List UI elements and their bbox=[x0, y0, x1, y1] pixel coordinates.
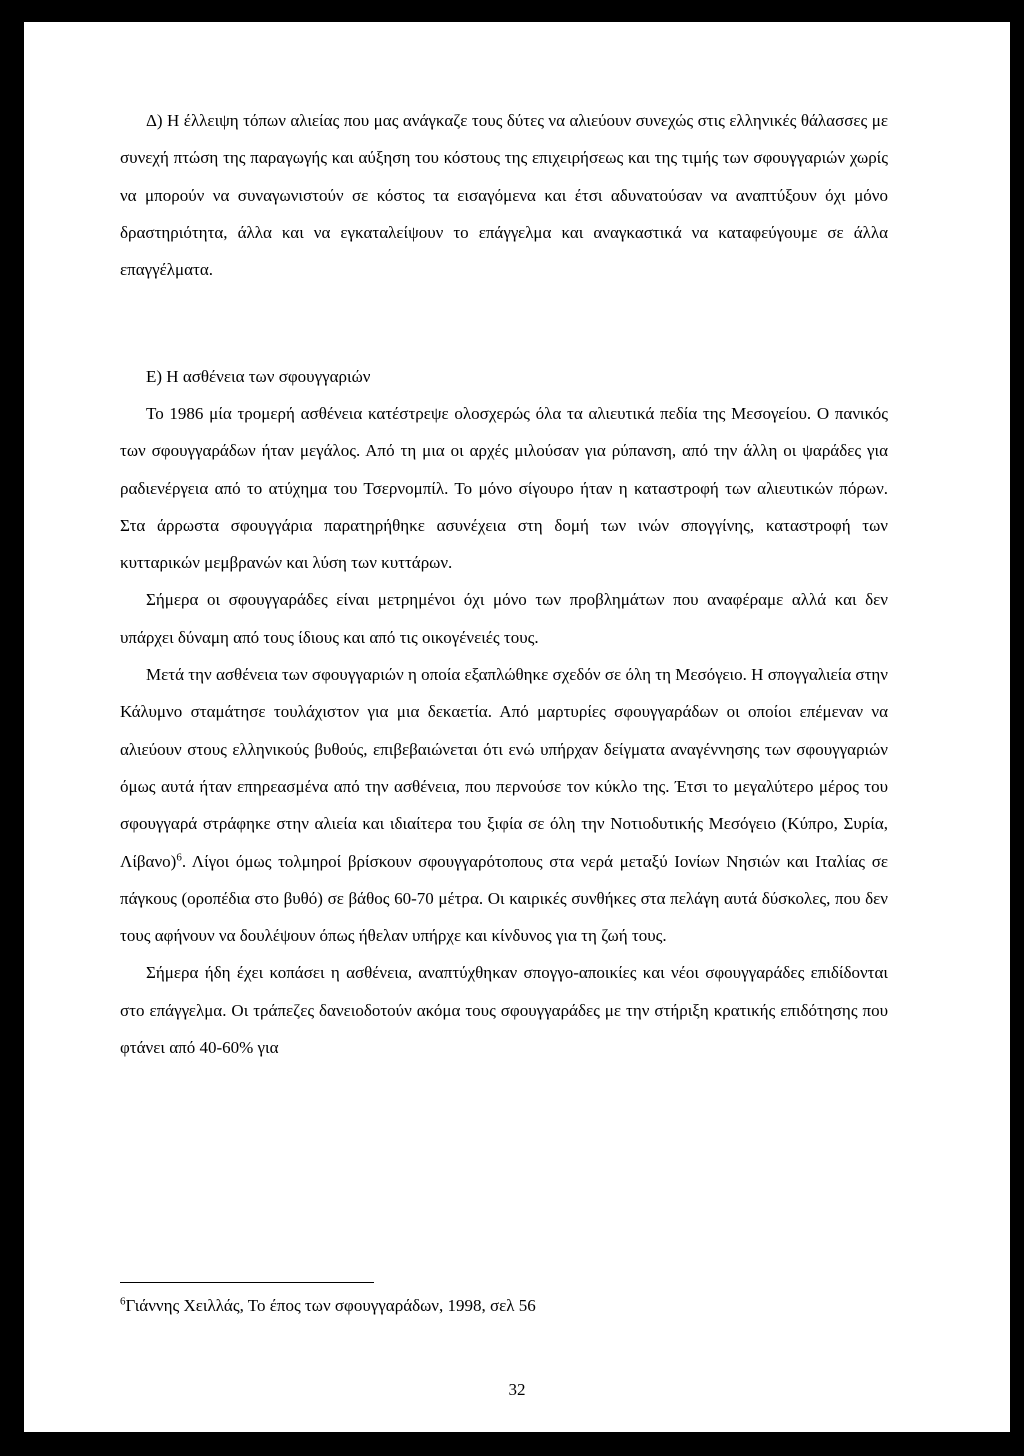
section-e-heading: Ε) Η ασθένεια των σφουγγαριών bbox=[146, 367, 371, 386]
paragraph-e-3-part2: . Λίγοι όμως τολμηροί βρίσκουν σφουγγαρότοπους στα νερά μεταξύ Ιονίων Νησιών και Ιταλίας σε πάγκους (οροπέδια στο βυθό) σε βάθος 60-70 μέτρα. Οι καιρικές συνθήκες στα πελάγη αυτά δύσκολες, που δεν τους αφήνουν να δουλέψουν όπως ήθελαν υπήρχε και κίνδυνος για τη ζωή τους. bbox=[120, 851, 888, 946]
paragraph-e-1: Το 1986 μία τρομερή ασθένεια κατέστρεψε ολοσχερώς όλα τα αλιευτικά πεδία της Μεσογείου. Ο πανικός των σφουγγαράδων ήταν μεγάλος. Από τη μια οι αρχές μιλούσαν για ρύπανση, από την άλλη οι ψαράδες για ραδιενέργεια από το ατύχημα του Τσερνομπίλ. Το μόνο σίγουρο ήταν η καταστροφή των αλιευτικών πόρων. Στα άρρωστα σφουγγάρια παρατηρήθηκε ασυνέχεια στη δομή των ινών σπογγίνης, καταστροφή των κυτταρικών μεμβρανών και λύση των κυττάρων. bbox=[120, 404, 888, 573]
footnote-text: Γιάννης Χειλλάς, Το έπος των σφουγγαράδων, 1998, σελ 56 bbox=[125, 1296, 536, 1315]
paragraph-section-d: Δ) Η έλλειψη τόπων αλιείας που μας ανάγκαζε τους δύτες να αλιεύουν συνεχώς στις ελληνικές θάλασσες με συνεχή πτώση της παραγωγής και αύξηση του κόστους της επιχειρήσεως και της τιμής των σφουγγαριών χωρίς να μπορούν να συναγωνιστούν σε κόστος τα εισαγόμενα και έτσι αδυνατούσαν να αναπτύξουν όχι μόνο δραστηριότητα, άλλα και να εγκαταλείψουν το επάγγελμα και αναγκαστικά να καταφεύγουμε σε άλλα επαγγέλματα. bbox=[120, 111, 888, 280]
footnote-divider bbox=[120, 1282, 374, 1283]
paragraph-e-3-part1: Μετά την ασθένεια των σφουγγαριών η οποία εξαπλώθηκε σχεδόν σε όλη τη Μεσόγειο. Η σπογγαλιεία στην Κάλυμνο σταμάτησε τουλάχιστον για μια δεκαετία. Από μαρτυρίες σφουγγαράδων οι οποίοι επέμεναν να αλιεύουν στους ελληνικούς βυθούς, επιβεβαιώνεται ότι ενώ υπήρχαν δείγματα αναγέννησης των σφουγγαριών όμως αυτά ήταν επηρεασμένα από την ασθένεια, που περνούσε τον κύκλο της. Έτσι το μεγαλύτερο μέρος του σφουγγαρά στράφηκε στην αλιεία και ιδιαίτερα του ξιφία σε όλη την Νοτιοδυτικής Μεσόγειο (Κύπρο, Συρία, Λίβανο) bbox=[120, 665, 888, 871]
paragraph-e-4: Σήμερα ήδη έχει κοπάσει η ασθένεια, αναπτύχθηκαν σπογγο-αποικίες και νέοι σφουγγαράδες επιδίδονται στο επάγγελμα. Οι τράπεζες δανειοδοτούν ακόμα τους σφουγγαράδες με την στήριξη κρατικής επιδότησης που φτάνει από 40-60% για bbox=[120, 963, 888, 1058]
paragraph-e-2: Σήμερα οι σφουγγαράδες είναι μετρημένοι όχι μόνο των προβλημάτων που αναφέραμε αλλά και δεν υπάρχει δύναμη από τους ίδιους και από τις οικογένειές τους. bbox=[120, 590, 888, 647]
section-d bbox=[120, 102, 888, 288]
footnote bbox=[120, 1296, 536, 1316]
footnote-reference: 6 bbox=[176, 850, 182, 863]
footnote-number: 6 bbox=[120, 1295, 126, 1308]
section-e bbox=[120, 358, 888, 1066]
document-page bbox=[24, 22, 1010, 1432]
page-number: 32 bbox=[508, 1380, 526, 1399]
paragraph-e-3 bbox=[120, 656, 888, 954]
